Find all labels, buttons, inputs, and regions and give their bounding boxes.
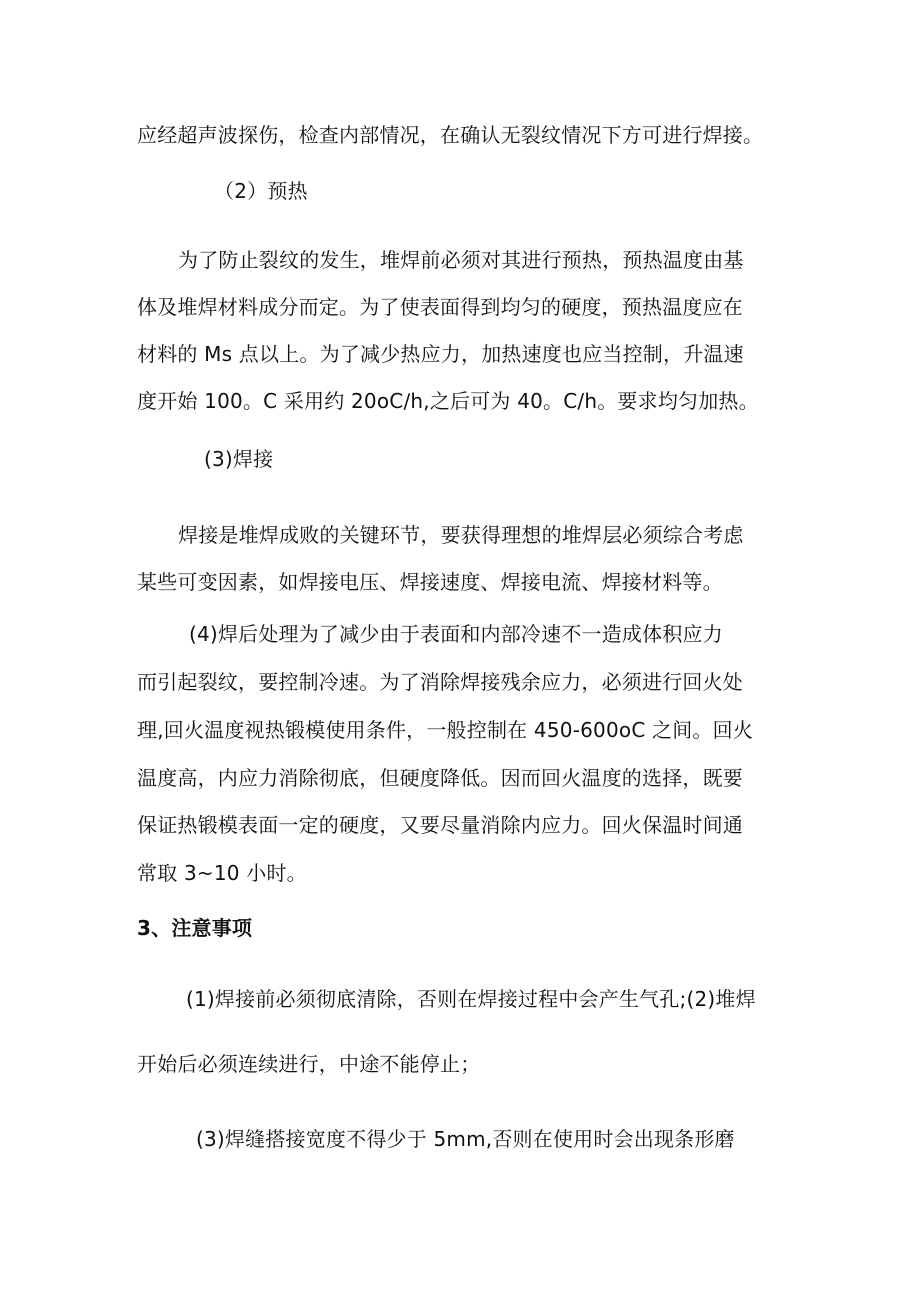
paragraph-line: 应经超声波探伤，检查内部情况，在确认无裂纹情况下方可进行焊接。 [137, 123, 764, 147]
paragraph-line: 开始后必须连续进行，中途不能停止； [137, 1052, 481, 1076]
paragraph-line: 材料的 Ms 点以上。为了减少热应力，加热速度也应当控制，升温速 [137, 342, 744, 366]
paragraph-line: 理,回火温度视热锻模使用条件，一般控制在 450-600oC 之间。回火 [137, 718, 754, 742]
paragraph-line: (4)焊后处理为了减少由于表面和内部冷速不一造成体积应力 [189, 622, 723, 646]
paragraph-line: (1)焊接前必须彻底清除，否则在焊接过程中会产生气孔;(2)堆焊 [186, 987, 756, 1011]
section-heading-welding: (3)焊接 [204, 447, 274, 471]
section-heading-notes: 3、注意事项 [137, 916, 253, 940]
paragraph-line: 为了防止裂纹的发生，堆焊前必须对其进行预热，预热温度由基 [178, 248, 744, 272]
paragraph-line: 而引起裂纹，要控制冷速。为了消除焊接残余应力，必须进行回火处 [137, 670, 743, 694]
paragraph-line: 常取 3~10 小时。 [137, 861, 307, 885]
section-heading-preheat: （2）预热 [214, 179, 308, 203]
paragraph-line: 焊接是堆焊成败的关键环节，要获得理想的堆焊层必须综合考虑 [178, 523, 744, 547]
paragraph-line: 某些可变因素，如焊接电压、焊接速度、焊接电流、焊接材料等。 [137, 570, 723, 594]
paragraph-line: 温度高，内应力消除彻底，但硬度降低。因而回火温度的选择，既要 [137, 766, 743, 790]
paragraph-line: (3)焊缝搭接宽度不得少于 5mm,否则在使用时会出现条形磨 [196, 1127, 735, 1151]
paragraph-line: 度开始 100。C 采用约 20oC∕h,之后可为 40。C/h。要求均匀加热。 [137, 389, 759, 413]
paragraph-line: 体及堆焊材料成分而定。为了使表面得到均匀的硬度，预热温度应在 [137, 295, 743, 319]
paragraph-line: 保证热锻模表面一定的硬度，又要尽量消除内应力。回火保温时间通 [137, 813, 743, 837]
